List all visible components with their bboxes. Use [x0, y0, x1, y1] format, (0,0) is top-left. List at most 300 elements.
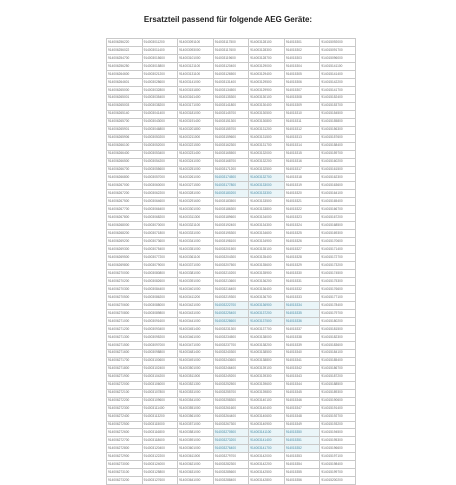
table-cell: 914015141700 [320, 86, 356, 94]
table-cell: 914015313 [284, 134, 320, 142]
table-cell: 914015141100 [320, 62, 356, 70]
table-cell: 914003311300 [178, 214, 214, 222]
table-cell: 914003073600 [142, 238, 178, 246]
table-cell: 914006270300 [107, 286, 143, 294]
table-row [107, 230, 356, 238]
table-cell: 914015160200 [320, 158, 356, 166]
table-cell: 914015353 [284, 453, 320, 461]
table-row [107, 214, 356, 222]
table-cell: 914015312 [284, 126, 320, 134]
table-cell: 914003091100 [178, 39, 214, 47]
table-cell: 914003261000 [178, 174, 214, 182]
table-cell: 914015343 [284, 373, 320, 381]
table-cell: 914003411200 [178, 294, 214, 302]
table-cell: 914015339 [284, 341, 320, 349]
table-cell: 914003279700 [213, 453, 249, 461]
table-cell: 914003129000 [249, 62, 285, 70]
table-cell: 914003641000 [178, 477, 214, 485]
table-cell: 914015321 [284, 198, 320, 206]
table-cell: 914015171400 [320, 246, 356, 254]
table-cell: 914003015600 [142, 54, 178, 62]
table-cell: 914003431000 [178, 309, 214, 317]
table-cell: 914003276400 [213, 445, 249, 453]
table-cell: 914006268000 [107, 222, 143, 230]
table-cell: 914003195300 [213, 230, 249, 238]
table-cell: 914015333 [284, 294, 320, 302]
table-cell: 914003255700 [213, 389, 249, 397]
table-cell: 914003131500 [249, 134, 285, 142]
table-cell: 914015356 [284, 477, 320, 485]
table-row [107, 437, 356, 445]
table-cell: 914003133800 [249, 206, 285, 214]
table-cell: 914003221500 [178, 142, 214, 150]
table-cell: 914015320 [284, 190, 320, 198]
table-cell: 914003243600 [213, 357, 249, 365]
table-cell: 914015180200 [320, 317, 356, 325]
table-row [107, 461, 356, 469]
table-row [107, 294, 356, 302]
table-cell: 914003093400 [142, 325, 178, 333]
table-cell: 914006272100 [107, 389, 143, 397]
table-cell: 914003135300 [213, 94, 249, 102]
table-cell: 914003267300 [213, 421, 249, 429]
table-cell: 914006272700 [107, 437, 143, 445]
table-row [107, 341, 356, 349]
table-cell: 914003132500 [249, 166, 285, 174]
table-cell: 914003136900 [249, 301, 285, 309]
table-cell: 914015346 [284, 397, 320, 405]
table-cell: 914003168700 [213, 158, 249, 166]
table-cell: 914003211000 [178, 134, 214, 142]
table-cell: 914003471000 [178, 341, 214, 349]
table-cell: 914015199700 [320, 469, 356, 477]
table-cell: 914003132700 [249, 174, 285, 182]
table-cell: 914003251000 [178, 166, 214, 174]
table-cell: 914015193200 [320, 421, 356, 429]
table-cell: 914015175300 [320, 278, 356, 286]
table-cell: 914006270000 [107, 270, 143, 278]
table-cell: 914003142500 [249, 469, 285, 477]
table-cell: 914003141800 [213, 102, 249, 110]
table-row [107, 142, 356, 150]
table-row [107, 62, 356, 70]
table-cell: 914015315 [284, 150, 320, 158]
table-cell: 914003561000 [178, 413, 214, 421]
table-cell: 914003079000 [142, 262, 178, 270]
table-cell: 914003601000 [178, 445, 214, 453]
table-cell: 914003075400 [142, 246, 178, 254]
document-title: Ersatzteil passend für folgende AEG Geräte: [143, 15, 313, 24]
table-cell: 914003133300 [249, 190, 285, 198]
table-cell: 914003032800 [142, 86, 178, 94]
table-cell: 914003252500 [213, 381, 249, 389]
table-cell: 914003581000 [178, 429, 214, 437]
table-row [107, 134, 356, 142]
table-cell: 914006267700 [107, 206, 143, 214]
table-cell: 914003057000 [142, 174, 178, 182]
table-row [107, 110, 356, 118]
table-row [107, 190, 356, 198]
table-cell: 914003142800 [249, 477, 285, 485]
table-row [107, 270, 356, 278]
table-cell: 914015330 [284, 270, 320, 278]
table-row [107, 389, 356, 397]
table-cell: 914006256220 [107, 39, 143, 47]
table-cell: 914006268200 [107, 230, 143, 238]
table-cell: 914015176600 [320, 286, 356, 294]
table-cell: 914003177800 [213, 182, 249, 190]
table-row [107, 238, 356, 246]
table-row [107, 309, 356, 317]
table-cell: 914015342 [284, 365, 320, 373]
table-cell: 914003053400 [142, 150, 178, 158]
table-row [107, 222, 356, 230]
table-cell: 914015170600 [320, 238, 356, 246]
table-row [107, 174, 356, 182]
table-cell: 914015195300 [320, 437, 356, 445]
table-cell: 914015331 [284, 278, 320, 286]
table-cell: 914003191400 [178, 118, 214, 126]
table-cell: 914015314 [284, 142, 320, 150]
table-cell: 914006270500 [107, 294, 143, 302]
table-row [107, 78, 356, 86]
table-cell: 914006256250 [107, 62, 143, 70]
table-cell: 914006256022 [107, 46, 143, 54]
table-row [107, 286, 356, 294]
table-cell: 914003118600 [142, 437, 178, 445]
table-cell: 914003213600 [213, 278, 249, 286]
table-cell: 914015152400 [320, 94, 356, 102]
table-row [107, 102, 356, 110]
table-cell: 914003611000 [178, 453, 214, 461]
table-cell: 914003162300 [213, 142, 249, 150]
table-row [107, 421, 356, 429]
table-cell: 914006272300 [107, 405, 143, 413]
table-cell: 914003225400 [213, 309, 249, 317]
table-cell: 914003201500 [213, 246, 249, 254]
table-cell: 914003222700 [213, 301, 249, 309]
table-cell: 914003285600 [213, 469, 249, 477]
table-cell: 914003120400 [213, 62, 249, 70]
table-cell: 914003481400 [178, 349, 214, 357]
table-cell: 914006272800 [107, 445, 143, 453]
table-cell: 914003139300 [249, 373, 285, 381]
table-cell: 914006264600 [107, 70, 143, 78]
table-cell: 914015181500 [320, 325, 356, 333]
table-row [107, 405, 356, 413]
table-cell: 914015162300 [320, 174, 356, 182]
table-cell: 914006254700 [107, 54, 143, 62]
table-cell: 914003107800 [142, 389, 178, 397]
table-cell: 914006267200 [107, 190, 143, 198]
table-cell: 914003142200 [249, 461, 285, 469]
table-cell: 914003501000 [178, 365, 214, 373]
table-cell: 914006266400 [107, 150, 143, 158]
table-cell: 914003521300 [178, 381, 214, 389]
table-cell: 914003134000 [249, 214, 285, 222]
table-cell: 914003135900 [249, 270, 285, 278]
table-cell: 914003451400 [178, 325, 214, 333]
table-cell: 914015169300 [320, 230, 356, 238]
table-cell: 914006265700 [107, 118, 143, 126]
table-cell: 914006266800 [107, 174, 143, 182]
table-cell: 914003151300 [213, 118, 249, 126]
table-cell: 914003141000 [178, 78, 214, 86]
table-cell: 914003228600 [213, 317, 249, 325]
table-cell: 914015096000 [320, 54, 356, 62]
table-cell: 914003084400 [142, 286, 178, 294]
table-cell: 914003050200 [142, 134, 178, 142]
table-cell: 914003161400 [178, 94, 214, 102]
table-cell: 914015161500 [320, 166, 356, 174]
table-cell: 914003129900 [249, 86, 285, 94]
table-cell: 914003098800 [142, 349, 178, 357]
table-cell: 914006265906 [107, 134, 143, 142]
table-cell: 914006271200 [107, 325, 143, 333]
table-cell: 914015326 [284, 238, 320, 246]
table-cell: 914015155800 [320, 118, 356, 126]
table-cell: 914015329 [284, 262, 320, 270]
table-cell: 914015165400 [320, 198, 356, 206]
table-cell: 914015197100 [320, 453, 356, 461]
table-cell: 914015303 [284, 54, 320, 62]
table-cell: 914015191400 [320, 405, 356, 413]
table-cell: 914015168500 [320, 222, 356, 230]
table-cell: 914003071800 [142, 230, 178, 238]
table-cell: 914006270600 [107, 301, 143, 309]
table-cell: 914003246400 [213, 365, 249, 373]
table-cell: 914003141100 [249, 429, 285, 437]
table-cell: 914003282300 [213, 461, 249, 469]
table-cell: 914006272500 [107, 421, 143, 429]
table-cell: 914003130500 [249, 110, 285, 118]
table-cell: 914015166700 [320, 206, 356, 214]
table-cell: 914003131700 [249, 142, 285, 150]
table-cell: 914015323 [284, 214, 320, 222]
table-cell: 914015354 [284, 461, 320, 469]
table-cell: 914015179700 [320, 309, 356, 317]
table-cell: 914015196600 [320, 445, 356, 453]
table-row [107, 70, 356, 78]
table-row [107, 349, 356, 357]
table-cell: 914003210200 [213, 270, 249, 278]
table-cell: 914015167200 [320, 214, 356, 222]
table-cell: 914003135600 [249, 262, 285, 270]
table-row [107, 150, 356, 158]
table-cell: 914015158400 [320, 142, 356, 150]
table-cell: 914003631000 [178, 469, 214, 477]
table-cell: 914003371000 [178, 262, 214, 270]
table-row [107, 317, 356, 325]
table-cell: 914003192400 [213, 222, 249, 230]
table-cell: 914003134900 [249, 238, 285, 246]
table-cell: 914003139800 [249, 389, 285, 397]
table-cell: 914015186700 [320, 365, 356, 373]
table-cell: 914003138800 [249, 357, 285, 365]
table-cell: 914003234500 [213, 333, 249, 341]
table-row [107, 413, 356, 421]
table-row [107, 118, 356, 126]
table-row [107, 357, 356, 365]
table-cell: 914003137500 [249, 317, 285, 325]
table-cell: 914003066400 [142, 206, 178, 214]
table-cell: 914003391000 [178, 278, 214, 286]
table-cell: 914015184100 [320, 349, 356, 357]
table-cell: 914015334 [284, 301, 320, 309]
table-cell: 914003270500 [213, 429, 249, 437]
table-cell: 914003241000 [178, 158, 214, 166]
table-row [107, 397, 356, 405]
table-cell: 914006272900 [107, 453, 143, 461]
table-cell: 914003301000 [178, 206, 214, 214]
table-cell: 914003139100 [249, 365, 285, 373]
table-cell: 914003321100 [178, 222, 214, 230]
table-cell: 914003128700 [249, 54, 285, 62]
table-cell: 914015182300 [320, 333, 356, 341]
table-cell: 914006270800 [107, 309, 143, 317]
table-cell: 914015198400 [320, 461, 356, 469]
table-cell: 914015185400 [320, 357, 356, 365]
table-cell: 914003204300 [213, 254, 249, 262]
table-cell: 914003101000 [178, 54, 214, 62]
table-cell: 914015306 [284, 78, 320, 86]
table-cell: 914015345 [284, 389, 320, 397]
table-cell: 914003129500 [249, 78, 285, 86]
table-cell: 914003133500 [249, 198, 285, 206]
table-cell: 914003120400 [142, 445, 178, 453]
table-cell: 914003341000 [178, 238, 214, 246]
table-cell: 914015310 [284, 110, 320, 118]
table-cell: 914003125800 [142, 469, 178, 477]
table-cell: 914015347 [284, 405, 320, 413]
table-cell: 914015141400 [320, 70, 356, 78]
table-cell: 914015322 [284, 206, 320, 214]
table-cell: 914015174500 [320, 270, 356, 278]
table-cell: 914003070000 [142, 222, 178, 230]
table-row [107, 373, 356, 381]
table-cell: 914003124000 [142, 461, 178, 469]
table-row [107, 254, 356, 262]
table-cell: 914003186300 [213, 206, 249, 214]
table-cell: 914006269500 [107, 254, 143, 262]
device-codes-table [106, 38, 356, 485]
table-cell: 914003126500 [213, 70, 249, 78]
table-cell: 914003159600 [213, 134, 249, 142]
table-cell: 914003461000 [178, 333, 214, 341]
table-cell: 914003055600 [142, 166, 178, 174]
table-cell: 914003381000 [178, 270, 214, 278]
table-cell: 914003135100 [249, 246, 285, 254]
table-cell: 914015159700 [320, 150, 356, 158]
table-cell: 914003011200 [142, 39, 178, 47]
table-cell: 914003080800 [142, 270, 178, 278]
table-cell: 914003117500 [213, 39, 249, 47]
table-cell: 914006272600 [107, 429, 143, 437]
table-cell: 914003541000 [178, 397, 214, 405]
table-cell: 914003288400 [213, 477, 249, 485]
table-cell: 914003127600 [142, 477, 178, 485]
table-row [107, 166, 356, 174]
table-cell: 914003131400 [213, 78, 249, 86]
table-cell: 914015305 [284, 70, 320, 78]
table-cell: 914003064600 [142, 198, 178, 206]
table-cell: 914003165500 [213, 150, 249, 158]
table-row [107, 333, 356, 341]
table-cell: 914003113200 [142, 413, 178, 421]
table-cell: 914015325 [284, 230, 320, 238]
table-row [107, 54, 356, 62]
table-cell: 914006267800 [107, 214, 143, 222]
table-cell: 914003082600 [142, 278, 178, 286]
table-cell: 914003117600 [213, 46, 249, 54]
table-cell: 914003240300 [213, 349, 249, 357]
table-cell: 914003015800 [142, 62, 178, 70]
table-cell: 914003140600 [249, 413, 285, 421]
table-cell: 914003145700 [213, 110, 249, 118]
table-cell: 914003351000 [178, 246, 214, 254]
table-cell: 914003271500 [178, 182, 214, 190]
table-cell: 914003137700 [249, 325, 285, 333]
table-row [107, 453, 356, 461]
table-cell: 914015352 [284, 445, 320, 453]
table-cell: 914015177100 [320, 294, 356, 302]
table-cell: 914003231300 [213, 325, 249, 333]
table-cell: 914003104200 [142, 373, 178, 381]
table-cell: 914003122200 [142, 453, 178, 461]
table-cell: 914015335 [284, 309, 320, 317]
table-cell: 914003116800 [142, 429, 178, 437]
table-cell: 914003139600 [249, 381, 285, 389]
table-row [107, 182, 356, 190]
table-cell: 914015324 [284, 222, 320, 230]
table-cell: 914006265901 [107, 126, 143, 134]
table-cell: 914003198100 [213, 238, 249, 246]
table-cell: 914015349 [284, 421, 320, 429]
table-cell: 914015154500 [320, 110, 356, 118]
table-cell: 914015092000 [320, 39, 356, 47]
table-cell: 914003281000 [178, 190, 214, 198]
table-cell: 914003171200 [213, 166, 249, 174]
table-cell: 914003102400 [142, 365, 178, 373]
table-cell: 914015318 [284, 174, 320, 182]
table-cell: 914003129400 [249, 70, 285, 78]
table-cell: 914015309 [284, 102, 320, 110]
table-cell: 914015188500 [320, 381, 356, 389]
table-cell: 914003219300 [213, 294, 249, 302]
table-cell: 914003028600 [142, 78, 178, 86]
table-cell: 914003091600 [142, 317, 178, 325]
table-cell: 914003130400 [249, 102, 285, 110]
table-cell: 914015194500 [320, 429, 356, 437]
table-cell: 914003062200 [142, 190, 178, 198]
table-cell: 914015157600 [320, 134, 356, 142]
table-cell: 914003401000 [178, 286, 214, 294]
table-cell: 914003038200 [142, 102, 178, 110]
table-cell: 914003133000 [249, 182, 285, 190]
table-cell: 914015317 [284, 166, 320, 174]
table-cell: 914015319 [284, 182, 320, 190]
table-cell: 914003571000 [178, 421, 214, 429]
table-cell: 914003131100 [178, 70, 214, 78]
table-cell: 914006271600 [107, 349, 143, 357]
table-row [107, 278, 356, 286]
table-row [107, 469, 356, 477]
table-cell: 914003331000 [178, 230, 214, 238]
table-cell: 914006270200 [107, 278, 143, 286]
table-cell: 914015344 [284, 381, 320, 389]
table-cell: 914003041400 [142, 110, 178, 118]
table-cell: 914003591000 [178, 437, 214, 445]
